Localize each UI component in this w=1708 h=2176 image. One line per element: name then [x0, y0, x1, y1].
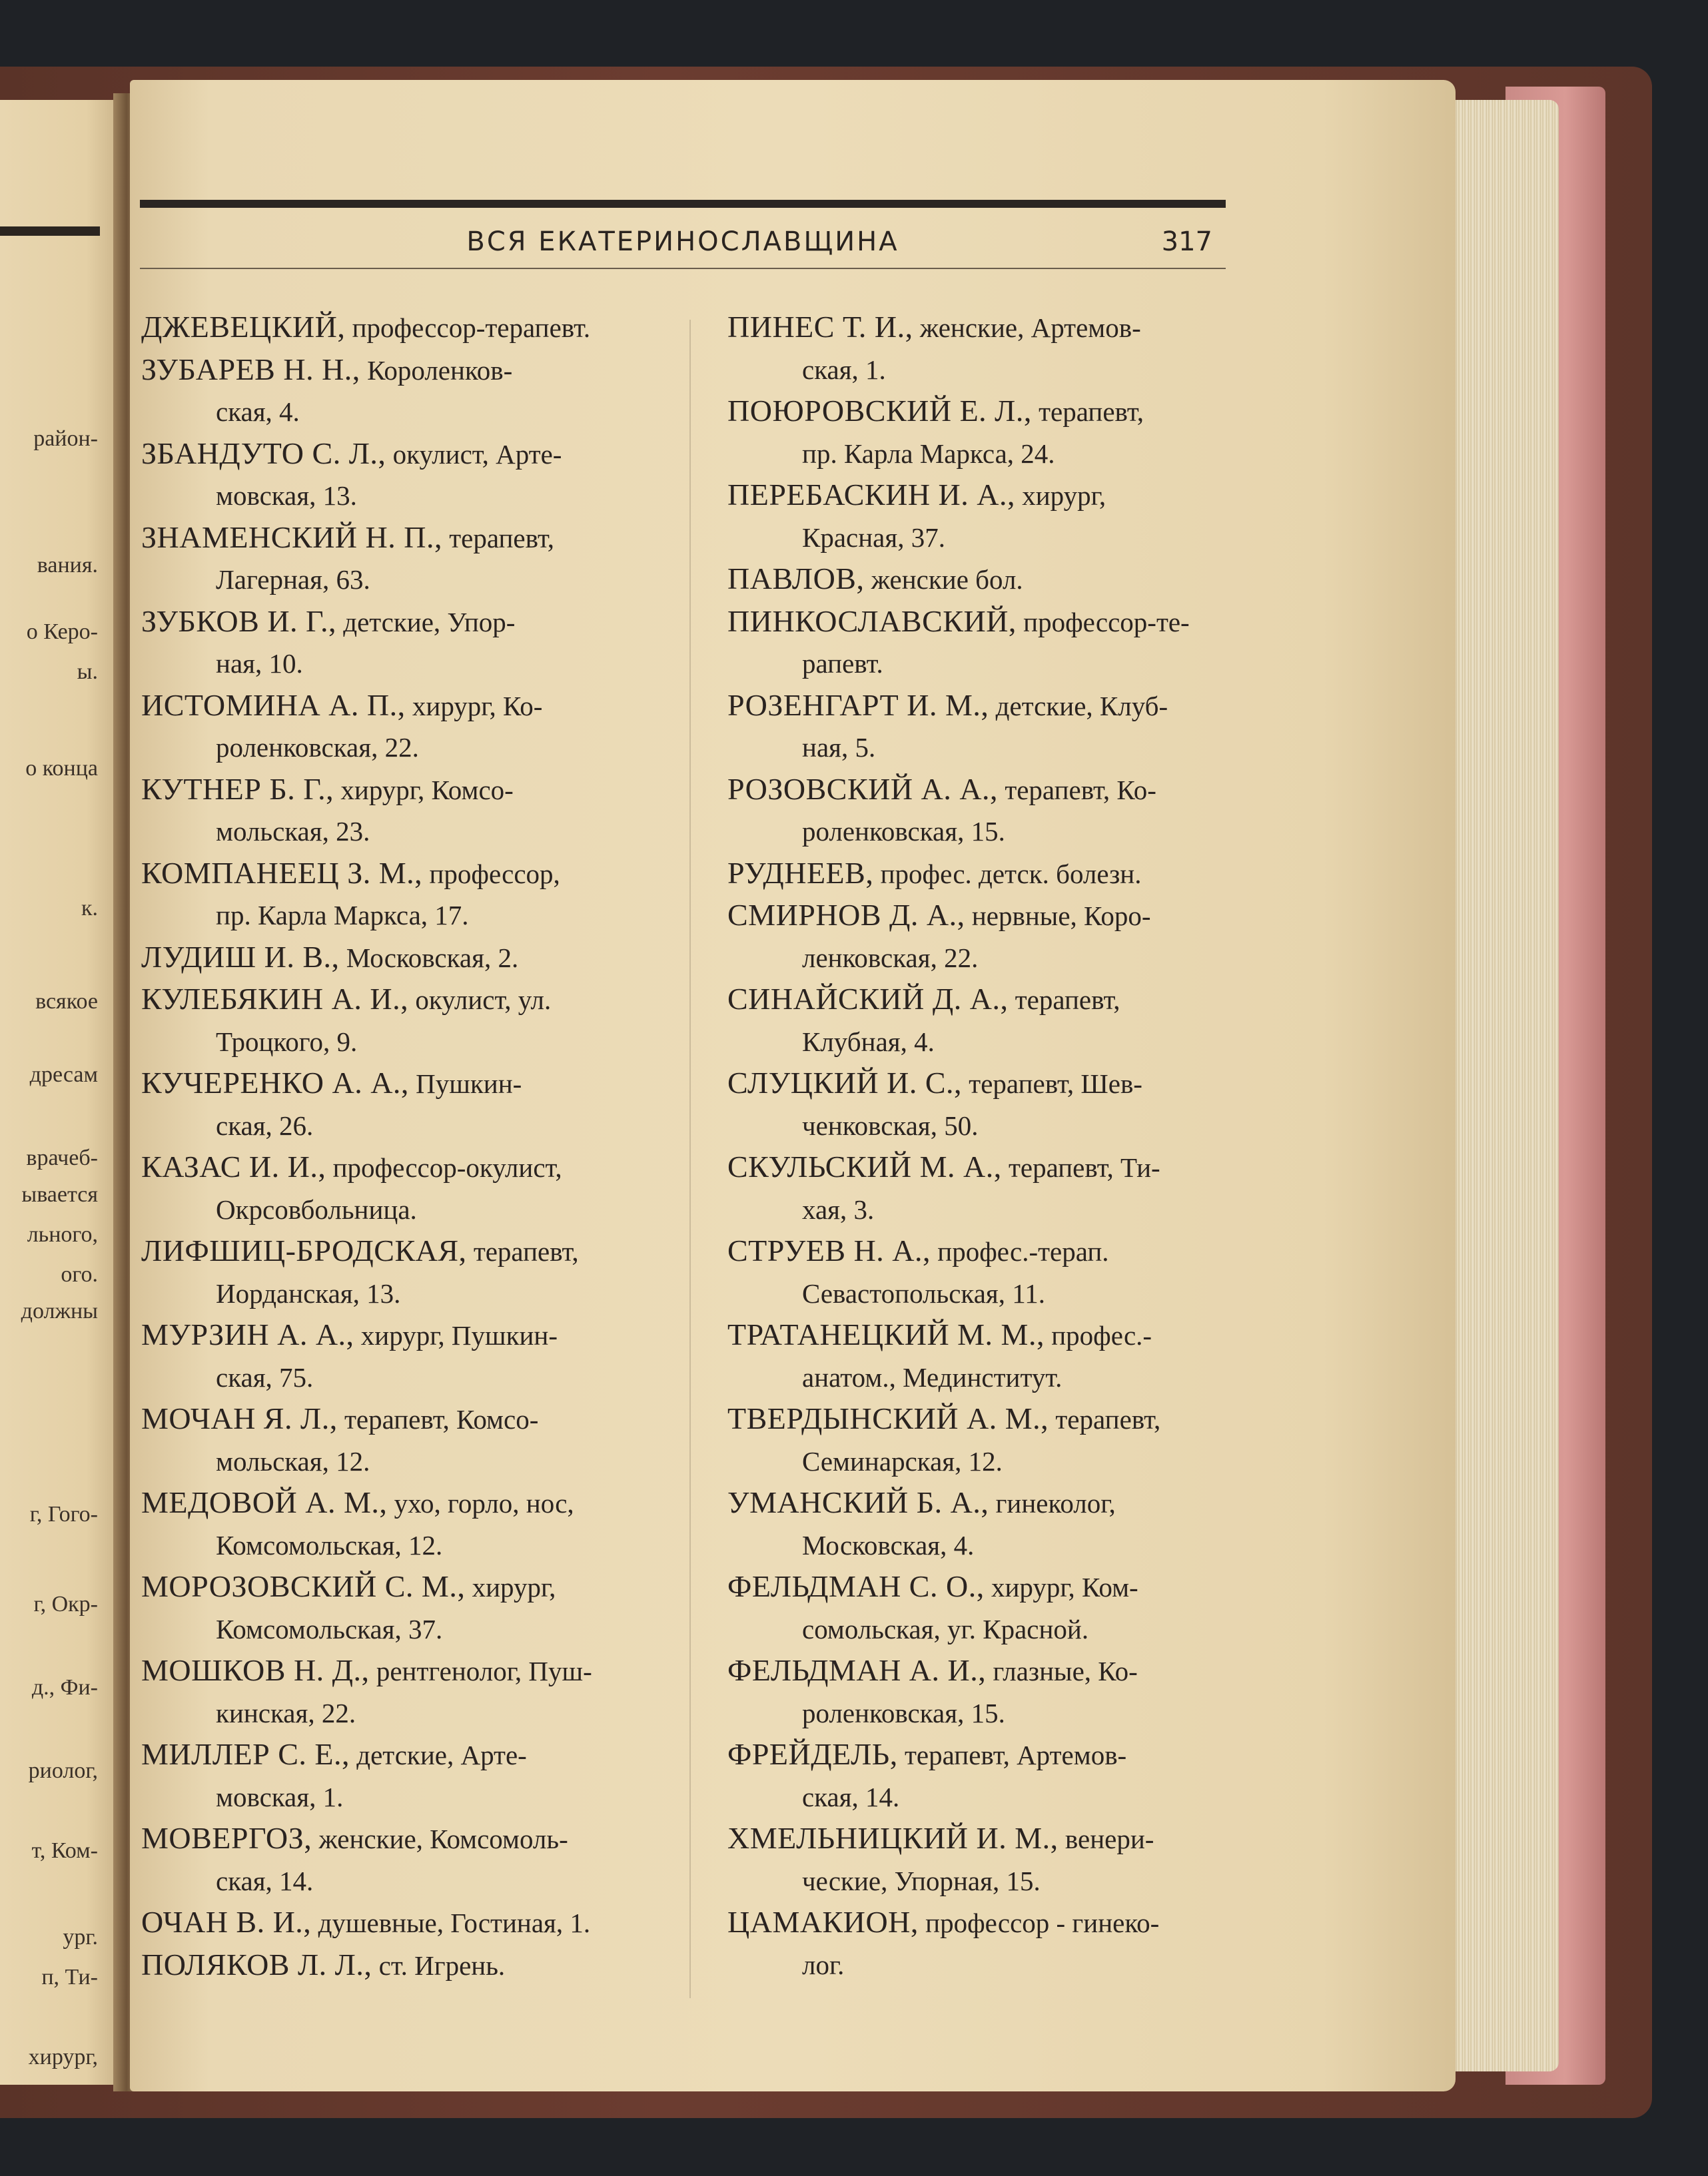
entry-continuation: ская, 1.	[802, 354, 886, 385]
entry-first-line	[141, 1230, 654, 1273]
directory-entry	[727, 1734, 1240, 1818]
entry-detail: терапевт, Шев-	[962, 1068, 1142, 1099]
physician-name: ОЧАН В. И.,	[141, 1905, 312, 1939]
entry-first-line	[141, 1650, 654, 1692]
entry-detail: окулист, ул.	[408, 984, 552, 1015]
physician-name: ТВЕРДЫНСКИЙ А. М.,	[727, 1401, 1049, 1435]
directory-entry	[141, 936, 654, 979]
physician-name: ПЕРЕБАСКИН И. А.,	[727, 478, 1015, 512]
entry-continuation: ленковская, 22.	[802, 942, 979, 973]
physician-name: КАЗАС И. И.,	[141, 1150, 326, 1184]
page-stack-edge	[1439, 100, 1559, 2071]
entry-detail: хирург,	[465, 1572, 556, 1603]
left-page-fragment: ург.	[63, 1925, 98, 1950]
entry-first-line	[141, 601, 654, 643]
entry-first-line	[141, 769, 654, 811]
entry-detail: Короленков-	[360, 354, 513, 386]
left-page-fragment: риолог,	[28, 1758, 98, 1783]
physician-name: ЗБАНДУТО С. Л.,	[141, 436, 386, 470]
entry-detail: женские бол.	[864, 564, 1023, 595]
column-divider	[689, 320, 691, 1998]
entry-first-line	[141, 1818, 654, 1860]
directory-entry	[727, 853, 1240, 895]
physician-name: МОРОЗОВСКИЙ С. М.,	[141, 1569, 466, 1603]
physician-name: ПАВЛОВ,	[727, 561, 865, 595]
entry-first-line	[141, 1944, 654, 1987]
left-page-fragment: о конца	[25, 756, 98, 781]
entry-continuation: кинская, 22.	[216, 1697, 356, 1728]
entry-continuation: ческие, Упорная, 15.	[802, 1865, 1041, 1896]
directory-entry	[141, 853, 654, 936]
entry-first-line	[141, 1314, 654, 1357]
entry-detail: терапевт, Артемов-	[897, 1740, 1127, 1770]
directory-entry	[141, 1062, 654, 1146]
physician-name: ЛУДИШ И. В.,	[141, 939, 340, 974]
entry-first-line	[141, 1566, 654, 1609]
physician-name: МЕДОВОЙ А. М.,	[141, 1485, 388, 1519]
left-page-fragment: дресам	[29, 1062, 98, 1087]
entry-detail: Пушкин-	[408, 1068, 522, 1099]
entry-detail: профес.-	[1044, 1320, 1152, 1351]
entry-detail: профессор-те-	[1016, 606, 1190, 637]
entry-continuation: пр. Карла Маркса, 17.	[216, 900, 469, 930]
left-page-fragment: ого.	[61, 1262, 98, 1287]
entry-detail: Московская, 2.	[339, 942, 519, 973]
directory-entry	[141, 433, 654, 517]
entry-detail: хирург, Ком-	[984, 1572, 1138, 1603]
physician-name: МОЧАН Я. Л.,	[141, 1401, 338, 1435]
directory-entry	[727, 769, 1240, 853]
entry-continuation: Троцкого, 9.	[216, 1026, 358, 1057]
directory-entry	[141, 1650, 654, 1734]
physician-name: СТРУЕВ Н. А.,	[727, 1234, 931, 1268]
left-page-fragment: ы.	[77, 659, 98, 684]
entry-continuation: Окрсовбольница.	[216, 1194, 417, 1225]
entry-detail: терапевт,	[1031, 396, 1144, 427]
entry-detail: профессор-окулист,	[326, 1152, 562, 1183]
entry-detail: ст. Игрень.	[372, 1950, 506, 1981]
entry-continuation: Иорданская, 13.	[216, 1277, 401, 1309]
left-page-fragment: район-	[33, 426, 98, 451]
entry-first-line	[141, 1482, 654, 1525]
left-page-rule	[0, 226, 100, 236]
directory-entry	[141, 306, 654, 349]
entry-first-line	[141, 306, 654, 349]
physician-name: СЛУЦКИЙ И. С.,	[727, 1066, 963, 1100]
entry-first-line	[727, 895, 1240, 937]
entry-continuation: Московская, 4.	[802, 1529, 975, 1561]
entry-first-line	[727, 390, 1240, 433]
entry-detail: хирург, Комсо-	[334, 774, 514, 805]
entry-first-line	[727, 306, 1240, 349]
directory-entry	[727, 1230, 1240, 1314]
left-page-fragment: к.	[81, 896, 98, 920]
directory-entry	[727, 1314, 1240, 1398]
entry-first-line	[727, 474, 1240, 517]
left-page-fragment: должны	[21, 1299, 98, 1323]
physician-name: ТРАТАНЕЦКИЙ М. М.,	[727, 1317, 1045, 1351]
entry-first-line	[141, 349, 654, 392]
entry-continuation: рапевт.	[802, 648, 883, 679]
entry-first-line	[141, 1062, 654, 1105]
entry-first-line	[727, 685, 1240, 727]
physician-name: СМИРНОВ Д. А.,	[727, 898, 965, 932]
physician-name: ЛИФШИЦ-БРОДСКАЯ,	[141, 1234, 467, 1268]
entry-continuation: роленковская, 15.	[802, 816, 1005, 847]
entry-continuation: ная, 10.	[216, 648, 303, 679]
entry-first-line	[727, 1734, 1240, 1776]
directory-entry	[141, 769, 654, 853]
directory-entry	[141, 1566, 654, 1650]
entry-continuation: ская, 14.	[802, 1781, 900, 1812]
entry-detail: терапевт,	[442, 522, 555, 553]
entry-detail: рентгенолог, Пуш-	[369, 1656, 592, 1686]
directory-entry	[727, 685, 1240, 769]
directory-entry	[727, 1398, 1240, 1482]
physician-name: МУРЗИН А. А.,	[141, 1317, 354, 1351]
directory-entry	[727, 1818, 1240, 1902]
entry-detail: терапевт, Комсо-	[337, 1404, 539, 1435]
directory-entry	[727, 895, 1240, 978]
left-page-fragment: ывается	[21, 1182, 98, 1207]
entry-first-line	[141, 517, 654, 559]
entry-continuation: Красная, 37.	[802, 522, 945, 553]
physician-name: КУЧЕРЕНКО А. А.,	[141, 1066, 409, 1100]
physician-name: УМАНСКИЙ Б. А.,	[727, 1485, 989, 1519]
entry-first-line	[141, 1398, 654, 1441]
directory-entry	[727, 474, 1240, 558]
entry-first-line	[727, 1314, 1240, 1357]
left-column	[141, 306, 654, 1986]
entry-continuation: Лагерная, 63.	[216, 564, 370, 595]
entry-continuation: роленковская, 22.	[216, 732, 419, 763]
entry-first-line	[727, 1482, 1240, 1525]
entry-detail: профессор-терапевт.	[345, 312, 591, 343]
directory-entry	[141, 1818, 654, 1902]
entry-continuation: лог.	[802, 1949, 845, 1980]
entry-continuation: ская, 4.	[216, 396, 300, 427]
physician-name: ФРЕЙДЕЛЬ,	[727, 1737, 898, 1771]
entry-detail: женские, Артемов-	[913, 312, 1141, 343]
directory-entry	[727, 306, 1240, 390]
entry-detail: венери-	[1058, 1824, 1154, 1854]
entry-first-line	[727, 1062, 1240, 1105]
left-page-fragment: д., Фи-	[31, 1675, 98, 1700]
entry-detail: терапевт, Ко-	[998, 774, 1156, 805]
running-title: ВСЯ ЕКАТЕРИНОСЛАВЩИНА	[466, 226, 899, 257]
physician-name: ДЖЕВЕЦКИЙ,	[141, 310, 346, 344]
physician-name: ПИНКОСЛАВСКИЙ,	[727, 603, 1017, 638]
entry-continuation: мовская, 1.	[216, 1781, 344, 1812]
entry-first-line	[141, 433, 654, 476]
entry-continuation: Севастопольская, 11.	[802, 1277, 1045, 1309]
physician-name: РОЗЕНГАРТ И. М.,	[727, 687, 989, 722]
directory-entry	[141, 601, 654, 685]
directory-entry	[727, 601, 1240, 685]
left-page-fragment: врачеб-	[26, 1146, 98, 1170]
left-page-fragment: о Керо-	[26, 619, 98, 644]
directory-entry	[727, 978, 1240, 1062]
entry-first-line	[141, 1146, 654, 1189]
entry-first-line	[141, 1734, 654, 1776]
physician-name: МОВЕРГОЗ,	[141, 1821, 312, 1855]
entry-detail: хирург, Ко-	[405, 690, 543, 721]
left-page-fragment: г, Окр-	[33, 1592, 98, 1617]
left-page-fragment: льного,	[27, 1222, 98, 1247]
physician-name: КУЛЕБЯКИН А. И.,	[141, 982, 409, 1016]
entry-first-line	[727, 1146, 1240, 1189]
entry-first-line	[727, 1650, 1240, 1692]
entry-continuation: хая, 3.	[802, 1194, 875, 1225]
directory-entry	[141, 1902, 654, 1944]
entry-continuation: мовская, 13.	[216, 480, 357, 511]
entry-first-line	[141, 978, 654, 1021]
entry-detail: терапевт, Ти-	[1001, 1152, 1160, 1183]
physician-name: РУДНЕЕВ,	[727, 855, 874, 890]
physician-name: КУТНЕР Б. Г.,	[141, 771, 334, 806]
directory-entry	[141, 349, 654, 433]
entry-first-line	[727, 558, 1240, 601]
entry-detail: профес.-терап.	[931, 1236, 1109, 1267]
directory-entry	[727, 1566, 1240, 1650]
directory-entry	[727, 1482, 1240, 1566]
entry-continuation: ская, 75.	[216, 1361, 314, 1393]
physician-name: ЗНАМЕНСКИЙ Н. П.,	[141, 520, 442, 554]
entry-first-line	[727, 601, 1240, 643]
entry-continuation: ченковская, 50.	[802, 1110, 979, 1141]
header-thin-rule	[140, 268, 1226, 269]
physician-name: РОЗОВСКИЙ А. А.,	[727, 771, 999, 806]
directory-entry	[141, 978, 654, 1062]
entry-continuation: Клубная, 4.	[802, 1026, 935, 1057]
entry-detail: женские, Комсомоль-	[312, 1824, 568, 1854]
physician-name: ПОЮРОВСКИЙ Е. Л.,	[727, 394, 1032, 428]
directory-entry	[141, 685, 654, 769]
entry-first-line	[727, 978, 1240, 1021]
entry-detail: терапевт,	[1049, 1404, 1161, 1435]
entry-continuation: Семинарская, 12.	[802, 1445, 1003, 1477]
entry-first-line	[141, 936, 654, 979]
physician-name: КОМПАНЕЕЦ З. М.,	[141, 855, 423, 890]
entry-first-line	[727, 1566, 1240, 1609]
entry-first-line	[727, 853, 1240, 895]
directory-entry	[141, 1146, 654, 1230]
entry-detail: ухо, горло, нос,	[387, 1488, 574, 1519]
directory-entry	[141, 1314, 654, 1398]
entry-continuation: Комсомольская, 37.	[216, 1613, 443, 1644]
left-page-fragment: п, Ти-	[41, 1965, 98, 1990]
entry-continuation: ная, 5.	[802, 732, 876, 763]
directory-entry	[141, 1230, 654, 1314]
entry-first-line	[727, 1818, 1240, 1860]
directory-entry	[141, 1482, 654, 1566]
entry-detail: окулист, Арте-	[386, 438, 562, 470]
entry-continuation: мольская, 12.	[216, 1445, 370, 1477]
right-column	[727, 306, 1240, 1986]
directory-entry	[727, 1146, 1240, 1230]
entry-detail: профес. детск. болезн.	[873, 858, 1142, 889]
physician-name: СКУЛЬСКИЙ М. А.,	[727, 1150, 1002, 1184]
entry-continuation: пр. Карла Маркса, 24.	[802, 438, 1055, 469]
physician-name: ЗУБАРЕВ Н. Н.,	[141, 352, 360, 386]
entry-detail: гинеколог,	[989, 1488, 1116, 1519]
left-facing-page	[0, 100, 123, 2085]
directory-entry	[141, 1734, 654, 1818]
entry-detail: нервные, Коро-	[965, 901, 1151, 931]
entry-detail: душевные, Гостиная, 1.	[311, 1908, 591, 1938]
physician-name: МИЛЛЕР С. Е.,	[141, 1737, 350, 1771]
directory-entry	[727, 558, 1240, 601]
physician-name: ПИНЕС Т. И.,	[727, 310, 913, 344]
entry-detail: терапевт,	[466, 1236, 579, 1267]
directory-entry	[727, 1650, 1240, 1734]
physician-name: ФЕЛЬДМАН А. И.,	[727, 1653, 987, 1687]
entry-first-line	[141, 685, 654, 727]
entry-continuation: роленковская, 15.	[802, 1697, 1005, 1728]
physician-name: ФЕЛЬДМАН С. О.,	[727, 1569, 985, 1603]
directory-entry	[141, 517, 654, 601]
entry-detail: терапевт,	[1008, 984, 1120, 1015]
entry-continuation: Комсомольская, 12.	[216, 1529, 443, 1561]
entry-first-line	[727, 1902, 1240, 1944]
physician-name: СИНАЙСКИЙ Д. А.,	[727, 982, 1009, 1016]
entry-detail: детские, Упор-	[336, 606, 516, 637]
directory-entry	[727, 390, 1240, 474]
entry-continuation: сомольская, уг. Красной.	[802, 1613, 1089, 1644]
entry-detail: глазные, Ко-	[986, 1656, 1138, 1686]
left-page-fragment: всякое	[35, 989, 98, 1014]
directory-entry	[727, 1902, 1240, 1986]
directory-entry	[141, 1944, 654, 1987]
entry-continuation: анатом., Мединститут.	[802, 1361, 1063, 1393]
header-rule	[140, 200, 1226, 208]
entry-detail: детские, Арте-	[349, 1740, 527, 1770]
entry-first-line	[141, 853, 654, 895]
directory-entry	[727, 1062, 1240, 1146]
entry-detail: хирург, Пушкин-	[354, 1320, 558, 1351]
entry-continuation: мольская, 23.	[216, 816, 370, 847]
entry-first-line	[727, 1398, 1240, 1441]
entry-detail: профессор - гинеко-	[918, 1908, 1160, 1938]
entry-first-line	[141, 1902, 654, 1944]
physician-name: ЗУБКОВ И. Г.,	[141, 603, 336, 638]
left-page-fragment: хирург,	[28, 2045, 98, 2069]
physician-name: ХМЕЛЬНИЦКИЙ И. М.,	[727, 1821, 1059, 1855]
physician-name: ПОЛЯКОВ Л. Л.,	[141, 1947, 372, 1982]
directory-entry	[141, 1398, 654, 1482]
entry-continuation: ская, 26.	[216, 1110, 314, 1141]
physician-name: ИСТОМИНА А. П.,	[141, 687, 406, 722]
entry-detail: детские, Клуб-	[989, 690, 1168, 721]
left-page-fragment: г, Гого-	[29, 1502, 98, 1527]
left-page-fragment: вания.	[37, 553, 98, 577]
physician-name: ЦАМАКИОН,	[727, 1905, 919, 1939]
page-number: 317	[1161, 226, 1212, 257]
entry-first-line	[727, 1230, 1240, 1273]
entry-detail: хирург,	[1015, 480, 1106, 511]
entry-detail: профессор,	[422, 858, 560, 889]
left-page-fragment: т, Ком-	[31, 1838, 98, 1863]
entry-continuation: ская, 14.	[216, 1865, 314, 1896]
entry-first-line	[727, 769, 1240, 811]
physician-name: МОШКОВ Н. Д.,	[141, 1653, 370, 1687]
